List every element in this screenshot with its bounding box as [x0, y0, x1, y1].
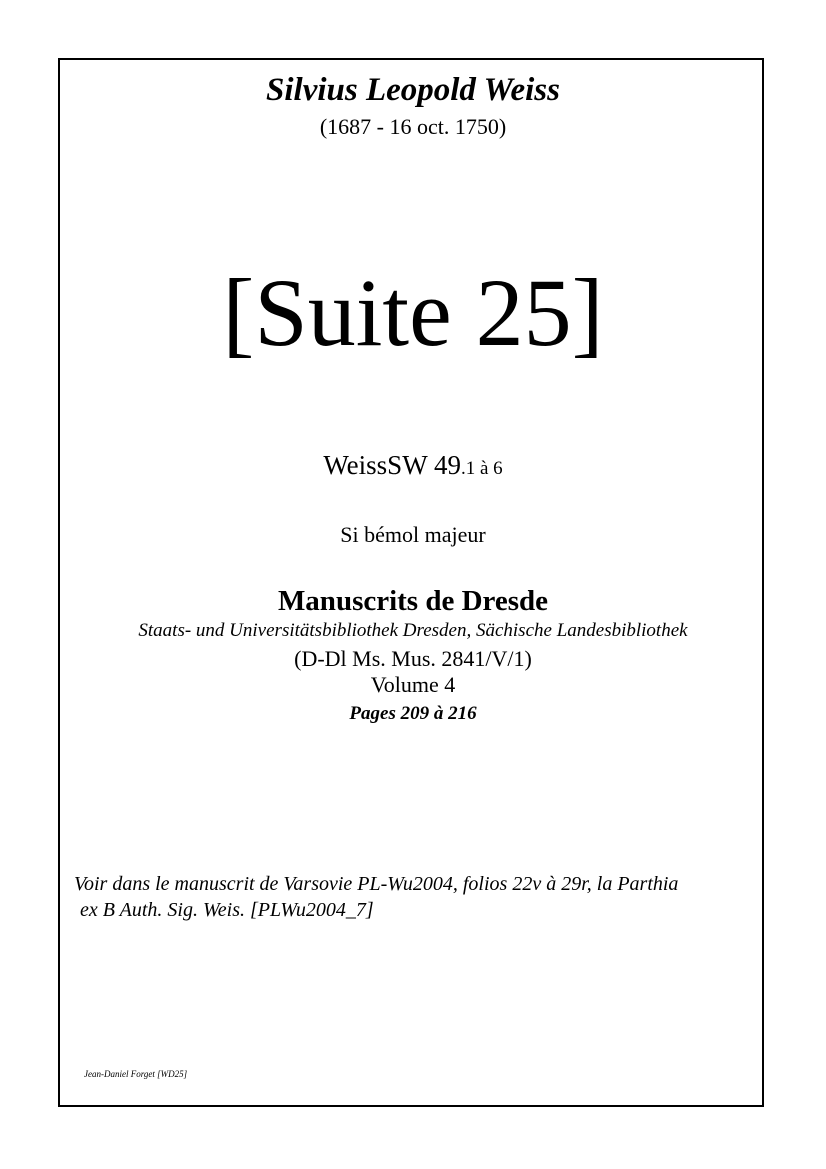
shelfmark: (D-Dl Ms. Mus. 2841/V/1)	[294, 646, 532, 671]
page-range: Pages 209 à 216	[349, 703, 477, 724]
note-line-2: ex B Auth. Sig. Weis. [PLWu2004_7]	[80, 899, 374, 921]
suite-title: [Suite 25]	[222, 259, 604, 366]
catalog-main: WeissSW 49	[323, 450, 461, 480]
volume-number: Volume 4	[370, 672, 456, 697]
composer-name: Silvius Leopold Weiss	[266, 72, 560, 108]
library-name: Staats- und Universitätsbibliothek Dresden, Sächische Landesbibliothek	[138, 620, 688, 641]
composer-dates: (1687 - 16 oct. 1750)	[319, 114, 507, 139]
concordance-note	[74, 871, 754, 923]
catalog-number	[58, 450, 768, 481]
editor-credit: Jean-Daniel Forget [WD25]	[84, 1069, 188, 1079]
note-line-1: Voir dans le manuscrit de Varsovie PL-Wu2004, folios 22v à 29r, la Parthia	[74, 873, 679, 895]
source-heading: Manuscrits de Dresde	[277, 585, 549, 617]
page-border	[58, 58, 764, 1107]
key-signature: Si bémol majeur	[340, 522, 486, 547]
catalog-suffix: .1 à 6	[460, 458, 503, 479]
